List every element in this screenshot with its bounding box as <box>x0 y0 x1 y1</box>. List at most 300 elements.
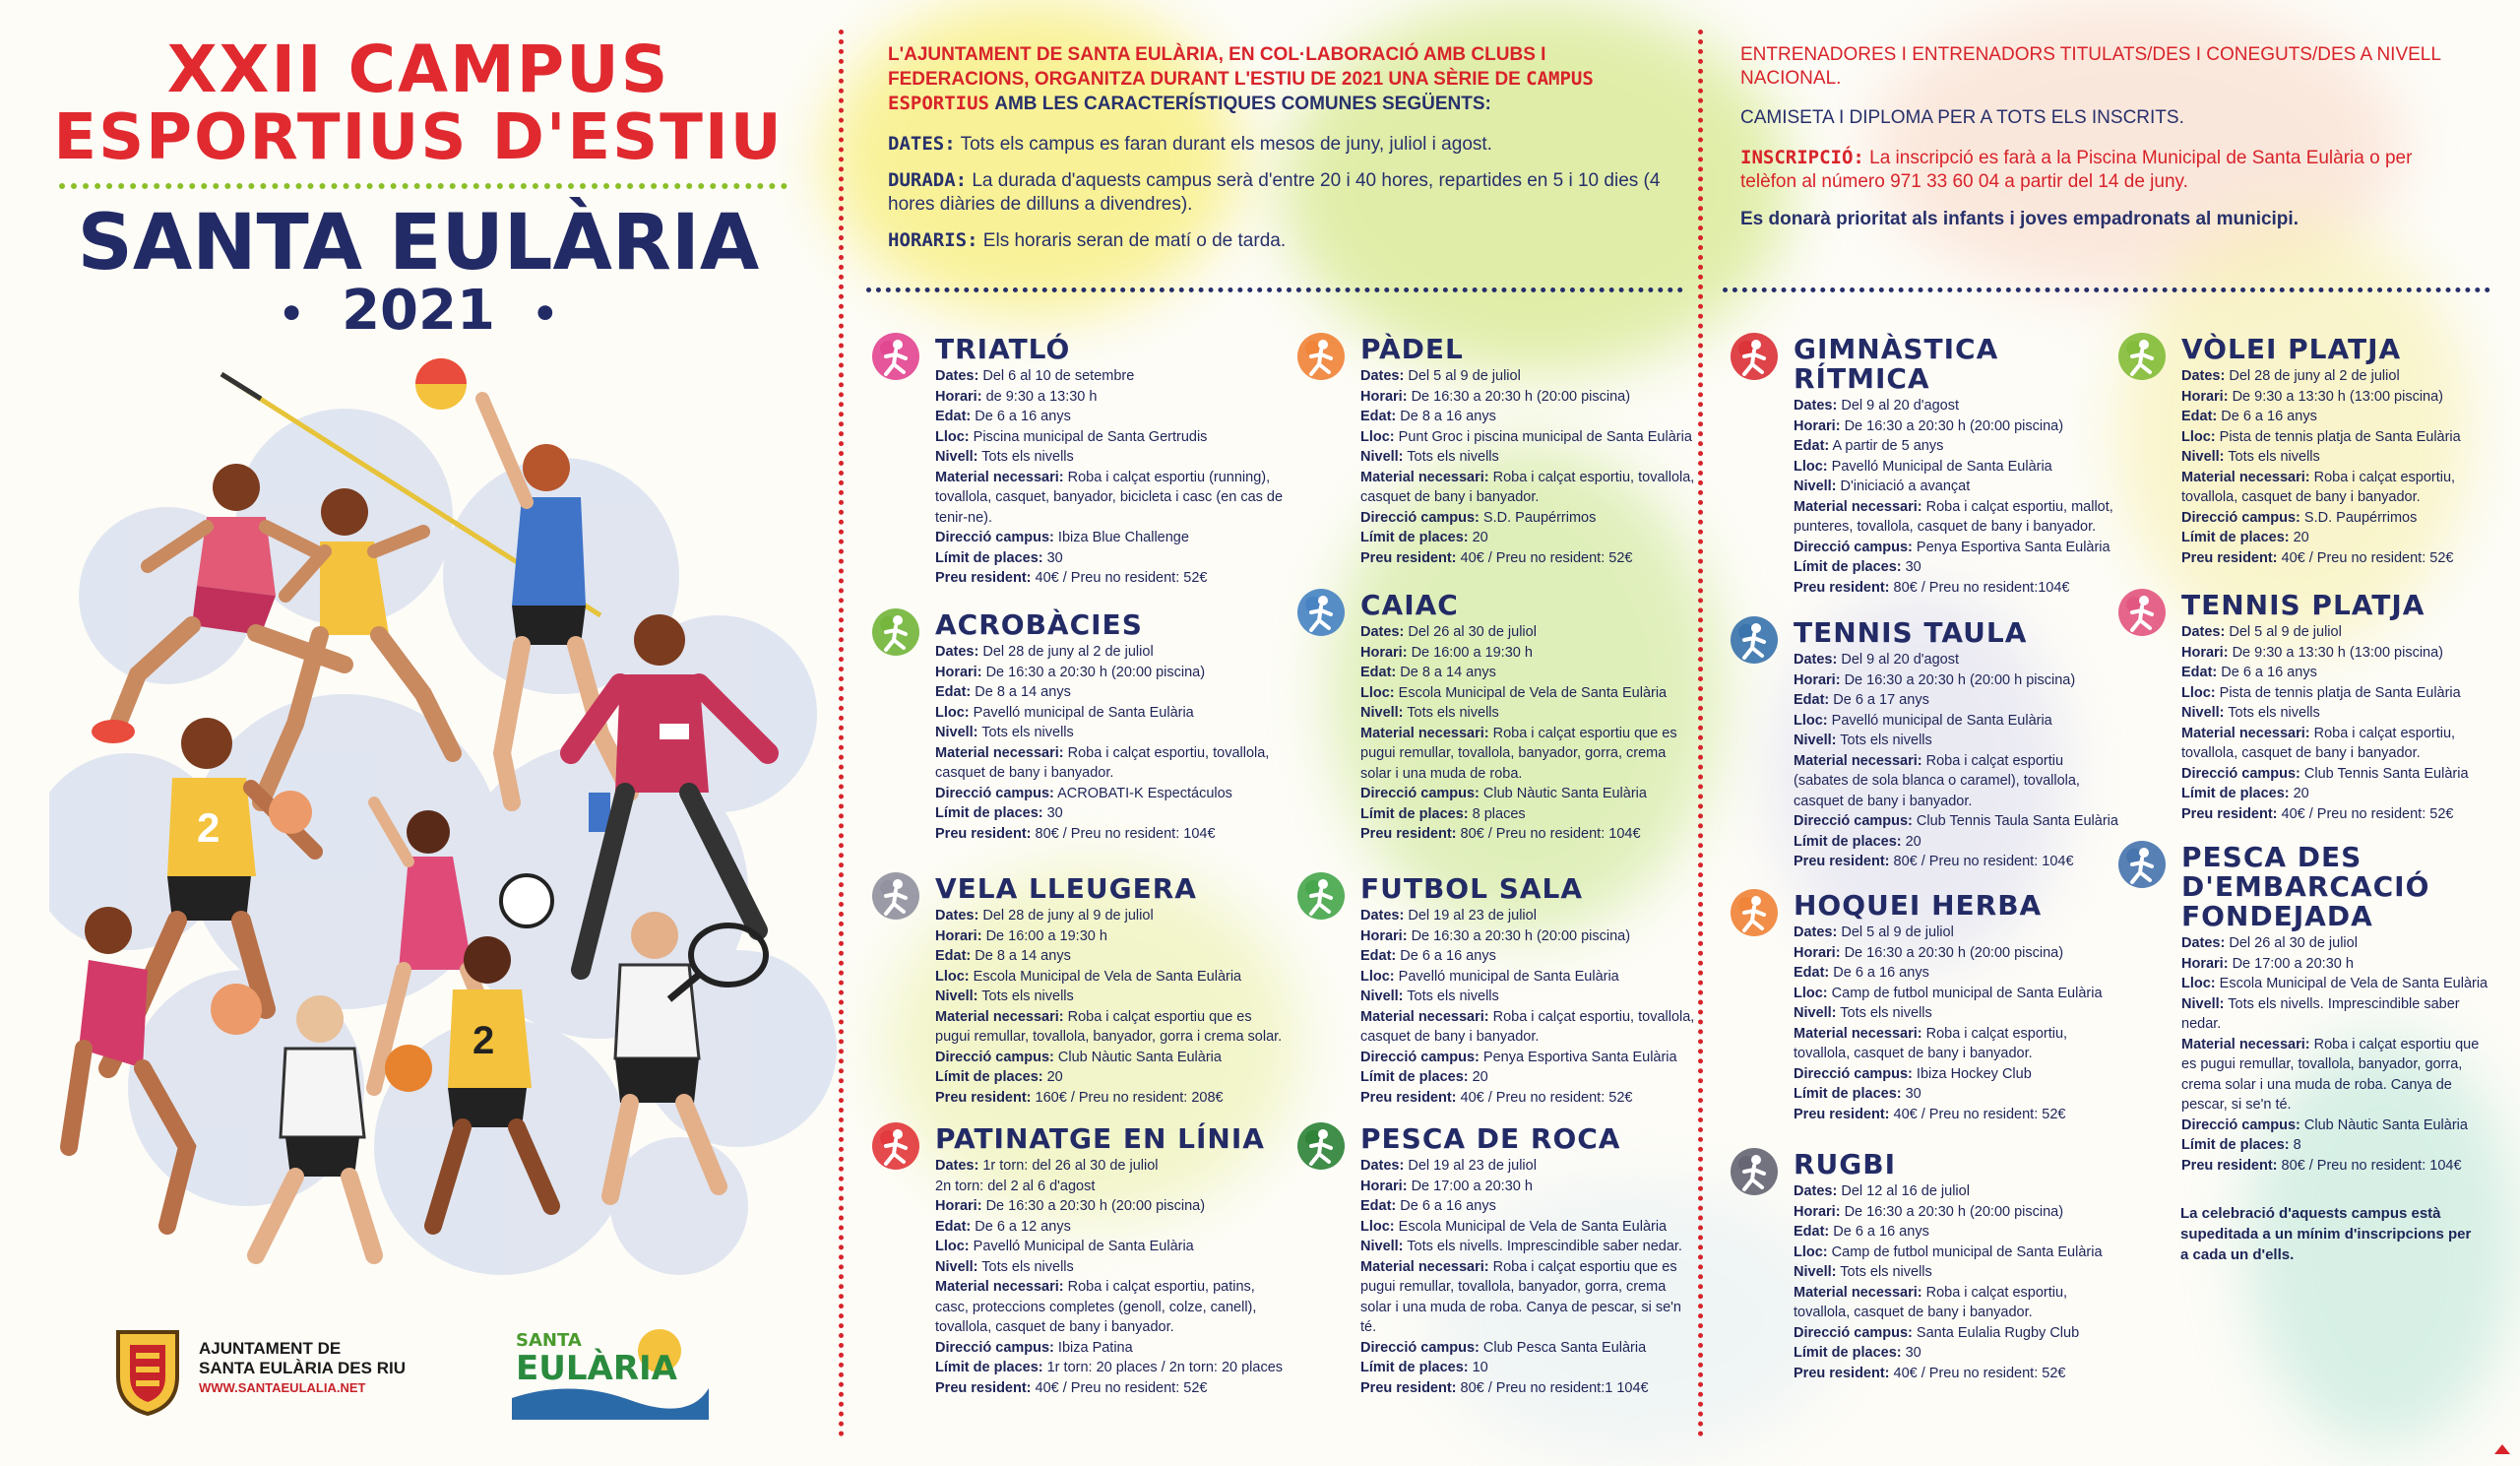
detail-value: Pavelló municipal de Santa Eulària <box>1827 712 2052 729</box>
detail-value: Tots els nivells <box>1836 1264 1932 1280</box>
detail-label: Dates: <box>935 908 979 924</box>
sport-detail-row <box>935 743 1290 784</box>
sport-detail-row <box>935 387 1290 408</box>
sport-camp <box>1360 335 1695 568</box>
detail-label: Dates: <box>1794 652 1838 668</box>
sport-detail-row <box>1360 784 1695 804</box>
detail-label: Dates: <box>935 368 979 384</box>
detail-label: Horari: <box>1794 1203 1841 1220</box>
sport-detail-row <box>1360 508 1695 529</box>
detail-value: Pavelló municipal de Santa Eulària <box>969 704 1194 721</box>
detail-label: Dates: <box>1360 908 1405 924</box>
detail-label: Preu resident: <box>935 1379 1032 1396</box>
sport-detail-row <box>1360 946 1695 967</box>
detail-value: 1r torn: del 26 al 30 de juliol <box>978 1158 1159 1174</box>
detail-label: Material necessari: <box>1794 752 1922 769</box>
sport-detail-row <box>935 1067 1290 1088</box>
sport-detail-row <box>1360 1338 1695 1359</box>
detail-label: Direcció campus: <box>2181 765 2300 782</box>
detail-label: Edat: <box>1794 965 1830 981</box>
detail-label: Edat: <box>1360 1198 1397 1214</box>
detail-label: Preu resident: <box>1360 826 1457 842</box>
sport-detail-row <box>935 1007 1290 1048</box>
detail-label: Lloc: <box>935 428 970 445</box>
sport-detail-row <box>2181 683 2496 704</box>
detail-label: Material necessari: <box>1360 1008 1489 1025</box>
detail-value: Tots els nivells <box>1403 449 1499 465</box>
sport-detail-row <box>935 568 1290 589</box>
sport-detail-row <box>2181 508 2496 529</box>
detail-value: Camp de futbol municipal de Santa Eulària <box>1827 1243 2103 1260</box>
detail-value: Roba i calçat esportiu, tovallola, casquet de bany i banyador. <box>1360 1008 1695 1045</box>
detail-value: Tots els nivells <box>977 725 1074 740</box>
sport-detail-row <box>2181 643 2496 664</box>
detail-label: Límit de places: <box>1794 833 1902 850</box>
detail-value: Tots els nivells <box>2224 449 2320 465</box>
sport-camp <box>1794 335 2118 598</box>
detail-value: Del 5 al 9 de juliol <box>2225 624 2342 640</box>
detail-value: 40€ / Preu no resident: 52€ <box>2277 549 2454 566</box>
detail-value: 160€ / Preu no resident: 208€ <box>1031 1089 1224 1106</box>
sport-detail-row <box>2181 528 2496 548</box>
field-hockey-icon <box>1725 883 1784 942</box>
detail-value: De 16:30 a 20:30 h (20:00 piscina) <box>981 664 1206 680</box>
detail-label: Direcció campus: <box>1360 1049 1480 1065</box>
detail-label: Edat: <box>935 948 972 964</box>
detail-value: De 6 a 16 anys <box>971 409 1071 424</box>
sport-detail-row <box>935 1378 1290 1399</box>
detail-label: Direcció campus: <box>1360 509 1480 526</box>
svg-text:2: 2 <box>197 804 220 851</box>
detail-label: Horari: <box>1360 644 1408 661</box>
detail-label: Edat: <box>935 409 972 424</box>
detail-value: Piscina municipal de Santa Gertrudis <box>969 428 1208 445</box>
detail-value: Tots els nivells <box>977 1258 1074 1275</box>
sport-detail-row <box>935 723 1290 743</box>
section-separator <box>866 287 1683 292</box>
detail-value: De 16:30 a 20:30 h (20:00 piscina) <box>1407 388 1631 405</box>
detail-value: Del 28 de juny al 2 de juliol <box>978 644 1154 660</box>
detail-label: Lloc: <box>2181 684 2216 701</box>
detail-label: Preu resident: <box>1794 854 1890 869</box>
detail-label: Material necessari: <box>2181 725 2310 741</box>
detail-label: Nivell: <box>935 449 978 465</box>
sport-detail-row <box>1794 557 2118 578</box>
detail-value: 80€ / Preu no resident: 104€ <box>2277 1157 2462 1174</box>
detail-value: Pavelló Municipal de Santa Eulària <box>969 1239 1194 1254</box>
detail-label: Edat: <box>2181 665 2218 680</box>
sport-camp <box>1794 618 2118 872</box>
detail-value: Escola Municipal de Vela de Santa Eulària <box>1394 1218 1668 1235</box>
sport-detail-row <box>1360 1257 1695 1338</box>
boat-fishing-icon <box>2112 835 2172 894</box>
sport-detail-row <box>935 1257 1290 1278</box>
detail-label: Nivell: <box>1794 1005 1837 1021</box>
sport-detail-row <box>1794 963 2118 984</box>
sport-detail-row <box>935 468 1290 529</box>
detail-value: Escola Municipal de Vela de Santa Eulària <box>969 968 1242 985</box>
detail-value: Punt Groc i piscina municipal de Santa Eulària <box>1394 428 1692 445</box>
sport-camp <box>1794 1150 2118 1383</box>
detail-label: Edat: <box>1794 438 1830 454</box>
sport-camp <box>2181 335 2496 568</box>
detail-value: Roba i calçat esportiu, tovallola, casquet de bany i banyador. <box>2181 469 2456 505</box>
detail-label: Horari: <box>1794 944 1841 961</box>
sport-detail-row <box>2181 974 2496 994</box>
detail-value: Del 19 al 23 de juliol <box>1404 908 1537 924</box>
detail-label: Material necessari: <box>1360 1258 1489 1275</box>
sport-title: TENNIS TAULA <box>1794 616 2028 649</box>
sport-detail-row <box>935 1338 1290 1359</box>
title-divider <box>59 183 788 189</box>
detail-value: De 6 a 16 anys <box>1829 1224 1929 1240</box>
detail-value: Penya Esportiva Santa Eulària <box>1912 539 2110 555</box>
detail-label: Dates: <box>1794 924 1838 940</box>
sport-detail-row <box>1360 967 1695 988</box>
detail-value: Roba i calçat esportiu que es pugui remullar, tovallola, banyador, gorra, crema solar i una muda de roba. Canya de pescar, si se'n té. <box>2181 1036 2480 1113</box>
sport-detail-row <box>1360 1196 1695 1217</box>
sport-detail-row <box>1794 1323 2118 1344</box>
detail-label: Material necessari: <box>1794 1025 1922 1042</box>
poster-title-line3: SANTA EULÀRIA <box>77 199 760 287</box>
detail-value: 40€ / Preu no resident: 52€ <box>2277 805 2454 822</box>
detail-label: Horari: <box>1794 671 1841 688</box>
detail-value: 80€ / Preu no resident: 104€ <box>1456 826 1641 842</box>
detail-label: Material necessari: <box>935 1008 1064 1025</box>
detail-label: Dates: <box>935 644 979 660</box>
sport-detail-row <box>935 703 1290 724</box>
sport-detail-row <box>1794 1181 2118 1202</box>
sport-detail-row <box>1794 477 2118 497</box>
sport-detail-row <box>1794 711 2118 732</box>
sport-detail-row <box>2181 1156 2496 1177</box>
detail-value: Roba i calçat esportiu que es pugui remullar, tovallola, banyador, gorra, crema solar i una muda de roba. Canya de pescar, si se'n té. <box>1360 1258 1681 1335</box>
detail-value: 8 <box>2289 1137 2301 1153</box>
detail-label: Límit de places: <box>1360 530 1469 545</box>
detail-label: Nivell: <box>1794 733 1837 748</box>
detail-value: Pista de tennis platja de Santa Eulària <box>2215 684 2461 701</box>
detail-label: Horari: <box>935 927 982 944</box>
detail-label: Límit de places: <box>935 805 1043 821</box>
sport-detail-row <box>935 642 1290 663</box>
detail-value: De 16:30 a 20:30 h (20:00 piscina) <box>981 1198 1206 1214</box>
sport-detail-row <box>1360 643 1695 664</box>
detail-value: 8 places <box>1468 805 1526 822</box>
sport-detail-row <box>935 663 1290 683</box>
sport-camp <box>935 1124 1290 1398</box>
detail-value: Roba i calçat esportiu (running), tovallola, casquet, banyador, bicicleta i casc (en cas de tenir-ne). <box>935 469 1284 526</box>
detail-label: Preu resident: <box>1360 1379 1457 1396</box>
sport-detail-row <box>935 824 1290 845</box>
sport-detail-row <box>1794 1202 2118 1223</box>
detail-label: Horari: <box>1360 1178 1408 1194</box>
sport-detail-row <box>1360 366 1695 387</box>
sport-detail-row <box>935 1196 1290 1217</box>
org-name: AJUNTAMENT DE SANTA EULÀRIA DES RIU WWW.SANTAEULALIA.NET <box>199 1339 406 1395</box>
detail-value: De 6 a 16 anys <box>2217 665 2317 680</box>
rock-fishing-icon <box>1292 1116 1351 1176</box>
detail-label: Material necessari: <box>935 1279 1064 1295</box>
sport-detail-row <box>1794 1003 2118 1024</box>
detail-value: Tots els nivells <box>1836 1005 1932 1021</box>
detail-label: Horari: <box>1794 417 1841 434</box>
detail-label: Lloc: <box>935 968 970 985</box>
detail-value: 20 <box>2289 530 2309 545</box>
poster-title-line2: ESPORTIUS D'ESTIU <box>53 101 784 174</box>
sport-detail-row <box>935 1277 1290 1338</box>
sport-detail-row <box>2181 933 2496 954</box>
detail-label: Preu resident: <box>1360 1089 1457 1106</box>
sport-detail-row <box>935 1088 1290 1109</box>
sport-detail-row <box>935 1217 1290 1238</box>
sport-detail-row <box>1360 804 1695 825</box>
sport-title: HOQUEI HERBA <box>1794 889 2043 922</box>
detail-value: De 9:30 a 13:30 h (13:00 piscina) <box>2228 644 2443 661</box>
detail-value: Del 19 al 23 de juliol <box>1404 1158 1537 1174</box>
sport-detail-row <box>1360 824 1695 845</box>
detail-value: Roba i calçat esportiu, tovallola, casquet de bany i banyador. <box>1794 1025 2068 1061</box>
sport-detail-row <box>1794 1105 2118 1125</box>
sport-title: CAIAC <box>1360 589 1459 621</box>
sport-detail-row <box>935 803 1290 824</box>
padel-icon <box>1292 327 1351 386</box>
detail-value: A partir de 5 anys <box>1829 438 1944 454</box>
detail-value: De 6 a 16 anys <box>2217 409 2317 424</box>
detail-value: D'iniciació a avançat <box>1836 478 1971 494</box>
sponsor-logos <box>108 1309 797 1428</box>
detail-label: Preu resident: <box>935 825 1032 842</box>
sport-camp <box>1360 1124 1695 1398</box>
detail-label: Direcció campus: <box>1794 1065 1913 1082</box>
kayak-icon <box>1292 583 1351 642</box>
detail-value: De 9:30 a 13:30 h (13:00 piscina) <box>2228 388 2443 405</box>
sport-detail-row <box>1360 1088 1695 1109</box>
detail-label: Preu resident: <box>1794 579 1890 596</box>
detail-label: Horari: <box>1360 927 1408 944</box>
sailing-icon <box>866 866 925 925</box>
detail-value: De 16:30 a 20:30 h (20:00 piscina) <box>1840 944 2064 961</box>
intro-right-text: ENTRENADORES I ENTRENADORS TITULATS/DES I CONEGUTS/DES A NIVELL NACIONAL. CAMISETA I DIPLOMA PER A TOTS ELS INSCRITS. INSCRIPCIÓ: La inscripció es farà a la Piscina Municipal de Santa Eulària o per telèfon al número 971 33 60 04 a partir del 14 de juny. Es donarà prioritat als infants i joves empadronats al municipi. <box>1740 44 2441 229</box>
detail-value: Pista de tennis platja de Santa Eulària <box>2215 428 2461 445</box>
detail-label: Edat: <box>1360 948 1397 964</box>
detail-label: Edat: <box>1360 665 1397 680</box>
detail-label: Preu resident: <box>935 1089 1032 1106</box>
detail-value: Tots els nivells <box>977 988 1074 1004</box>
sport-detail-row <box>1360 906 1695 926</box>
detail-label: Preu resident: <box>2181 549 2278 566</box>
sport-detail-row <box>1794 852 2118 872</box>
sport-detail-row <box>1360 1048 1695 1068</box>
inline-skating-icon <box>866 1116 925 1176</box>
detail-value: De 6 a 17 anys <box>1829 692 1929 708</box>
detail-label: Nivell: <box>1360 705 1404 721</box>
sport-detail-row <box>1794 832 2118 853</box>
sport-detail-row <box>2181 764 2496 785</box>
detail-value: Del 26 al 30 de juliol <box>2225 935 2358 951</box>
sport-detail-row <box>1794 690 2118 711</box>
sport-detail-row <box>1794 1262 2118 1283</box>
detail-label: Nivell: <box>1360 449 1404 465</box>
sport-detail-row <box>1360 468 1695 508</box>
detail-label: Nivell: <box>935 988 978 1004</box>
sport-detail-row <box>1794 1243 2118 1263</box>
sport-detail-row <box>1794 751 2118 812</box>
sport-camp <box>935 874 1290 1108</box>
sport-detail-row <box>2181 548 2496 569</box>
detail-label: Horari: <box>935 1198 982 1214</box>
rhythmic-gymnastics-icon <box>1725 327 1784 386</box>
sport-detail-row <box>1360 447 1695 468</box>
detail-label: Lloc: <box>1360 1218 1395 1235</box>
sport-title: TRIATLÓ <box>935 333 1071 365</box>
detail-label: Edat: <box>1794 1224 1830 1240</box>
detail-value: Pavelló municipal de Santa Eulària <box>1394 968 1619 985</box>
detail-label: Material necessari: <box>1794 498 1922 515</box>
detail-label: Nivell: <box>935 725 978 740</box>
detail-value: Roba i calçat esportiu, tovallola, casquet de bany i banyador. <box>2181 725 2456 761</box>
intro-text: L'AJUNTAMENT DE SANTA EULÀRIA, EN COL·LABORACIÓ AMB CLUBS I FEDERACIONS, ORGANITZA DURANT L'ESTIU DE 2021 UNA SÈRIE DE CAMPUS ESPORTIUS AMB LES CARACTERÍSTIQUES COMUNES SEGÜENTS: DATES: Tots els campus es faran durant els mesos de juny, juliol i agost. DURADA: La durada d'aquests campus serà d'entre 20 i 40 hores, repartides en 5 i 10 dies (4 hores diàries de dilluns a divendres). HORARIS: Els horaris seran de matí o de tarda. <box>888 44 1661 251</box>
sport-detail-row <box>935 906 1290 926</box>
detail-value: De 16:30 a 20:30 h (20:00 h piscina) <box>1840 671 2076 688</box>
sport-title: PESCA DES D'EMBARCACIÓ FONDEJADA <box>2181 841 2430 932</box>
table-tennis-icon <box>1725 610 1784 669</box>
detail-value: Del 5 al 9 de juliol <box>1404 368 1521 384</box>
sport-camp <box>2181 591 2496 824</box>
sport-detail-row <box>2181 468 2496 508</box>
detail-label: Lloc: <box>1794 458 1828 475</box>
detail-label: Direcció campus: <box>1794 813 1913 829</box>
detail-label: Límit de places: <box>2181 530 2290 545</box>
detail-value: Club Tennis Taula Santa Eulària <box>1912 813 2118 829</box>
sport-detail-row <box>2181 1115 2496 1136</box>
detail-value: Club Nàutic Santa Eulària <box>2300 1116 2468 1133</box>
detail-value: Tots els nivells. Imprescindible saber nedar. <box>1403 1239 1682 1254</box>
detail-value: De 6 a 12 anys <box>971 1218 1071 1235</box>
detail-value: 1r torn: 20 places / 2n torn: 20 places <box>1042 1360 1284 1375</box>
detail-value: Roba i calçat esportiu que es pugui remullar, tovallola, banyador, gorra, crema solar i una muda de roba. <box>1360 725 1677 782</box>
detail-label: Límit de places: <box>935 1069 1043 1085</box>
detail-value: Ibiza Patina <box>1053 1339 1133 1356</box>
brand-logo-text: SANTA EULÀRIA <box>516 1330 677 1388</box>
detail-label: Dates: <box>1794 1183 1838 1199</box>
detail-value: 20 <box>1468 530 1488 545</box>
detail-label: Nivell: <box>1794 478 1837 494</box>
sport-detail-row <box>1360 548 1695 569</box>
detail-value: Roba i calçat esportiu, tovallola, casquet de bany i banyador. <box>935 744 1270 781</box>
sport-detail-row <box>2181 804 2496 825</box>
detail-value: De 16:30 a 20:30 h (20:00 piscina) <box>1840 417 2064 434</box>
poster-title-line1: XXII CAMPUS <box>166 32 670 107</box>
poster-panel <box>0 0 837 1466</box>
detail-value: Roba i calçat esportiu, tovallola, casquet de bany i banyador. <box>1360 469 1695 505</box>
detail-label: Límit de places: <box>935 549 1043 566</box>
detail-label: Límit de places: <box>2181 786 2290 801</box>
detail-value: De 16:30 a 20:30 h (20:00 piscina) <box>1840 1203 2064 1220</box>
detail-value: De 16:00 a 19:30 h <box>981 927 1107 944</box>
triathlon-icon <box>866 327 925 386</box>
detail-value: 40€ / Preu no resident: 52€ <box>1889 1365 2066 1381</box>
detail-label: Límit de places: <box>935 1360 1043 1375</box>
sport-detail-row <box>1360 1378 1695 1399</box>
sport-detail-row <box>1360 1217 1695 1238</box>
sport-detail-row <box>1794 670 2118 691</box>
sport-detail-row <box>935 1358 1290 1378</box>
detail-value: 20 <box>1042 1069 1063 1085</box>
sport-camp <box>935 610 1290 844</box>
detail-label: Material necessari: <box>1360 725 1489 741</box>
detail-label: Preu resident: <box>2181 1157 2278 1174</box>
sport-detail-row <box>1360 1007 1695 1048</box>
detail-label: Límit de places: <box>1794 1345 1902 1361</box>
rugby-icon <box>1725 1142 1784 1201</box>
detail-label: Nivell: <box>1360 988 1404 1004</box>
sport-title: PATINATGE EN LÍNIA <box>935 1122 1265 1155</box>
detail-value: De 16:30 a 20:30 h (20:00 piscina) <box>1407 927 1631 944</box>
sport-title: PÀDEL <box>1360 333 1464 365</box>
sport-detail-row <box>1794 1364 2118 1384</box>
detail-label: Preu resident: <box>1794 1106 1890 1122</box>
sport-detail-row <box>2181 703 2496 724</box>
detail-value: Del 5 al 9 de juliol <box>1837 924 1954 940</box>
detail-value: 30 <box>1901 1345 1922 1361</box>
detail-label: Nivell: <box>1794 1264 1837 1280</box>
detail-label: Direcció campus: <box>1360 1339 1480 1356</box>
detail-value: Penya Esportiva Santa Eulària <box>1479 1049 1677 1065</box>
detail-value: Tots els nivells <box>1836 733 1932 748</box>
detail-value: De 17:00 a 20:30 h <box>2228 955 2354 972</box>
detail-value: De 8 a 14 anys <box>971 948 1071 964</box>
detail-label: Horari: <box>935 388 982 405</box>
sport-title: PESCA DE ROCA <box>1360 1122 1621 1155</box>
detail-label: Direcció campus: <box>935 1049 1054 1065</box>
sport-detail-row <box>935 1177 1290 1197</box>
detail-value: Pavelló Municipal de Santa Eulària <box>1827 458 2052 475</box>
sport-detail-row <box>1794 731 2118 751</box>
sport-detail-row <box>1360 683 1695 704</box>
detail-value: S.D. Paupérrimos <box>2300 509 2418 526</box>
detail-value: Del 6 al 10 de setembre <box>978 368 1135 384</box>
sport-detail-row <box>935 926 1290 947</box>
detail-value: 20 <box>1468 1069 1488 1085</box>
detail-value: De 8 a 14 anys <box>971 684 1071 700</box>
detail-value: 40€ / Preu no resident: 52€ <box>1031 570 1208 586</box>
detail-label: Direcció campus: <box>1794 539 1913 555</box>
detail-value: 40€ / Preu no resident: 52€ <box>1456 549 1633 566</box>
detail-label: Lloc: <box>1794 985 1828 1001</box>
detail-label: Edat: <box>935 1218 972 1235</box>
detail-label: Edat: <box>935 684 972 700</box>
detail-value: De 17:00 a 20:30 h <box>1407 1178 1533 1194</box>
sport-detail-row <box>1360 1237 1695 1257</box>
detail-label: Límit de places: <box>1794 1086 1902 1102</box>
detail-label: Dates: <box>2181 368 2226 384</box>
sport-detail-row <box>2181 622 2496 643</box>
detail-value: Del 12 al 16 de juliol <box>1837 1183 1970 1199</box>
sport-detail-row <box>2181 407 2496 427</box>
detail-label: Dates: <box>1360 1158 1405 1174</box>
sport-detail-row <box>935 946 1290 967</box>
detail-value: S.D. Paupérrimos <box>1479 509 1597 526</box>
sport-detail-row <box>1360 663 1695 683</box>
sport-detail-row <box>935 427 1290 448</box>
sport-detail-row <box>1794 1084 2118 1105</box>
detail-value: Del 9 al 20 d'agost <box>1837 652 1960 668</box>
athletes-illustration <box>49 340 837 1285</box>
sport-detail-row <box>935 784 1290 804</box>
sport-detail-row <box>935 548 1290 569</box>
detail-value: Roba i calçat esportiu, patins, casc, proteccions completes (genoll, colze, canell), tovallola, casquet de bany i banyador. <box>935 1279 1257 1335</box>
sport-detail-row <box>2181 994 2496 1035</box>
